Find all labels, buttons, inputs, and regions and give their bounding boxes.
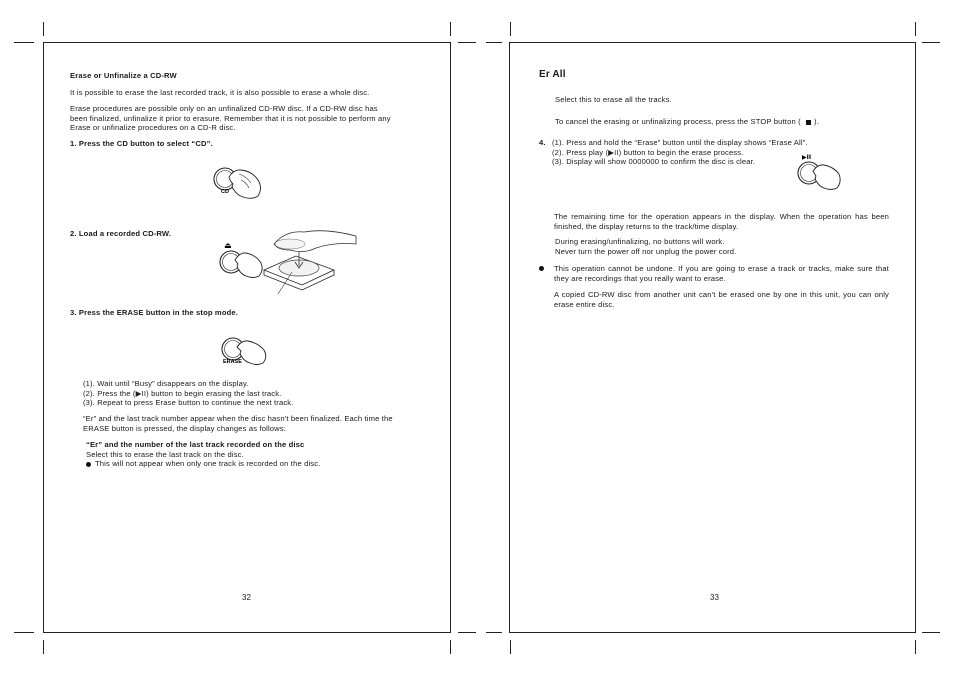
page-number-left: 32 — [242, 593, 251, 602]
crop-mark — [43, 640, 44, 654]
er-bullet — [86, 459, 320, 469]
during-line: Never turn the power off nor unplug the power cord. — [555, 246, 737, 256]
er-select-text: Select this to erase the last track on the disc. — [86, 449, 244, 459]
bullet-icon — [86, 462, 91, 467]
er-note-line: “Er” and the last track number appear when the disc hasn't been finalized. Each time the — [83, 414, 393, 423]
right-heading: Er All — [539, 69, 566, 80]
crop-mark — [510, 640, 511, 654]
cd-button-label: CD — [221, 189, 229, 195]
crop-mark — [450, 22, 451, 36]
procedure-line: Erase procedures are possible only on an unfinalized CD-RW disc. If a CD-RW disc has — [70, 104, 378, 113]
er-heading: “Er” and the number of the last track recorded on the disc — [86, 440, 305, 449]
play-pause-icon: ▶II — [802, 154, 812, 161]
left-heading: Erase or Unfinalize a CD-RW — [70, 71, 177, 80]
crop-mark — [14, 42, 34, 43]
step-4-line: (1). Press and hold the “Erase” button until the display shows “Erase All”. — [552, 138, 808, 147]
during-line: During erasing/unfinalizing, no buttons will work. — [555, 237, 725, 246]
crop-mark — [486, 632, 502, 633]
procedure-line: been finalized, unfinalize it prior to erasure. Remember that it is not possible to perform any — [70, 113, 391, 123]
cd-button-illustration — [208, 160, 268, 202]
crop-mark — [486, 42, 502, 43]
er-bullet-text: This will not appear when only one track is recorded on the disc. — [95, 459, 321, 468]
step-2: 2. Load a recorded CD-RW. — [70, 229, 172, 238]
procedure-line: Erase or unfinalize procedures on a CD-R disc. — [70, 123, 236, 132]
step-1: 1. Press the CD button to select “CD”. — [70, 139, 213, 148]
page-number-right: 33 — [710, 593, 719, 602]
intro-text: It is possible to erase the last recorded track, it is also possible to erase a whole disc. — [70, 88, 370, 97]
crop-mark — [450, 640, 451, 654]
pointing-hand-icon — [813, 165, 840, 190]
crop-mark — [922, 632, 940, 633]
cancel-text-end: ). — [814, 117, 819, 126]
crop-mark — [14, 632, 34, 633]
crop-mark — [458, 42, 476, 43]
crop-mark — [510, 22, 511, 36]
step-4-number: 4. — [539, 138, 546, 147]
undone-warning: This operation cannot be undone. If you are going to erase a track or tracks, make sure that they are recordings that you really want to erase. — [554, 264, 889, 283]
cancel-text-start: To cancel the erasing or unfinalizing process, press the STOP button ( — [555, 117, 801, 126]
play-button-illustration — [795, 149, 845, 197]
substep-line: (2). Press the (▶II) button to begin erasing the last track. — [83, 388, 282, 398]
crop-mark — [458, 632, 476, 633]
erase-button-illustration — [216, 334, 276, 370]
step-4-line: (2). Press play (▶II) button to begin the erase process. — [552, 147, 744, 157]
right-page — [509, 42, 916, 633]
crop-mark — [915, 22, 916, 36]
step-4-line: (3). Display will show 0000000 to confirm the disc is clear. — [552, 157, 756, 166]
bullet-icon — [539, 266, 544, 271]
copied-disc-note: A copied CD-RW disc from another unit can't be erased one by one in this unit, you can only erase entire disc. — [554, 290, 889, 309]
load-disc-illustration — [216, 222, 362, 296]
select-all-text: Select this to erase all the tracks. — [555, 95, 672, 104]
stop-icon — [806, 120, 811, 125]
er-note-line: ERASE button is pressed, the display changes as follows: — [83, 423, 286, 433]
pointing-hand-icon — [229, 170, 261, 198]
crop-mark — [43, 22, 44, 36]
cancel-text — [555, 117, 819, 127]
crop-mark — [922, 42, 940, 43]
pointing-hand-icon — [235, 253, 262, 278]
substep-line: (3). Repeat to press Erase button to continue the next track. — [83, 398, 294, 407]
eject-icon: ⏏ — [224, 241, 232, 250]
step-3: 3. Press the ERASE button in the stop mode. — [70, 308, 239, 317]
remaining-time-text: The remaining time for the operation appears in the display. When the operation has been finished, the display returns to the track/time display. — [554, 212, 889, 231]
substep-line: (1). Wait until “Busy” disappears on the display. — [83, 379, 249, 388]
crop-mark — [915, 640, 916, 654]
erase-button-label: ERASE — [223, 359, 242, 365]
